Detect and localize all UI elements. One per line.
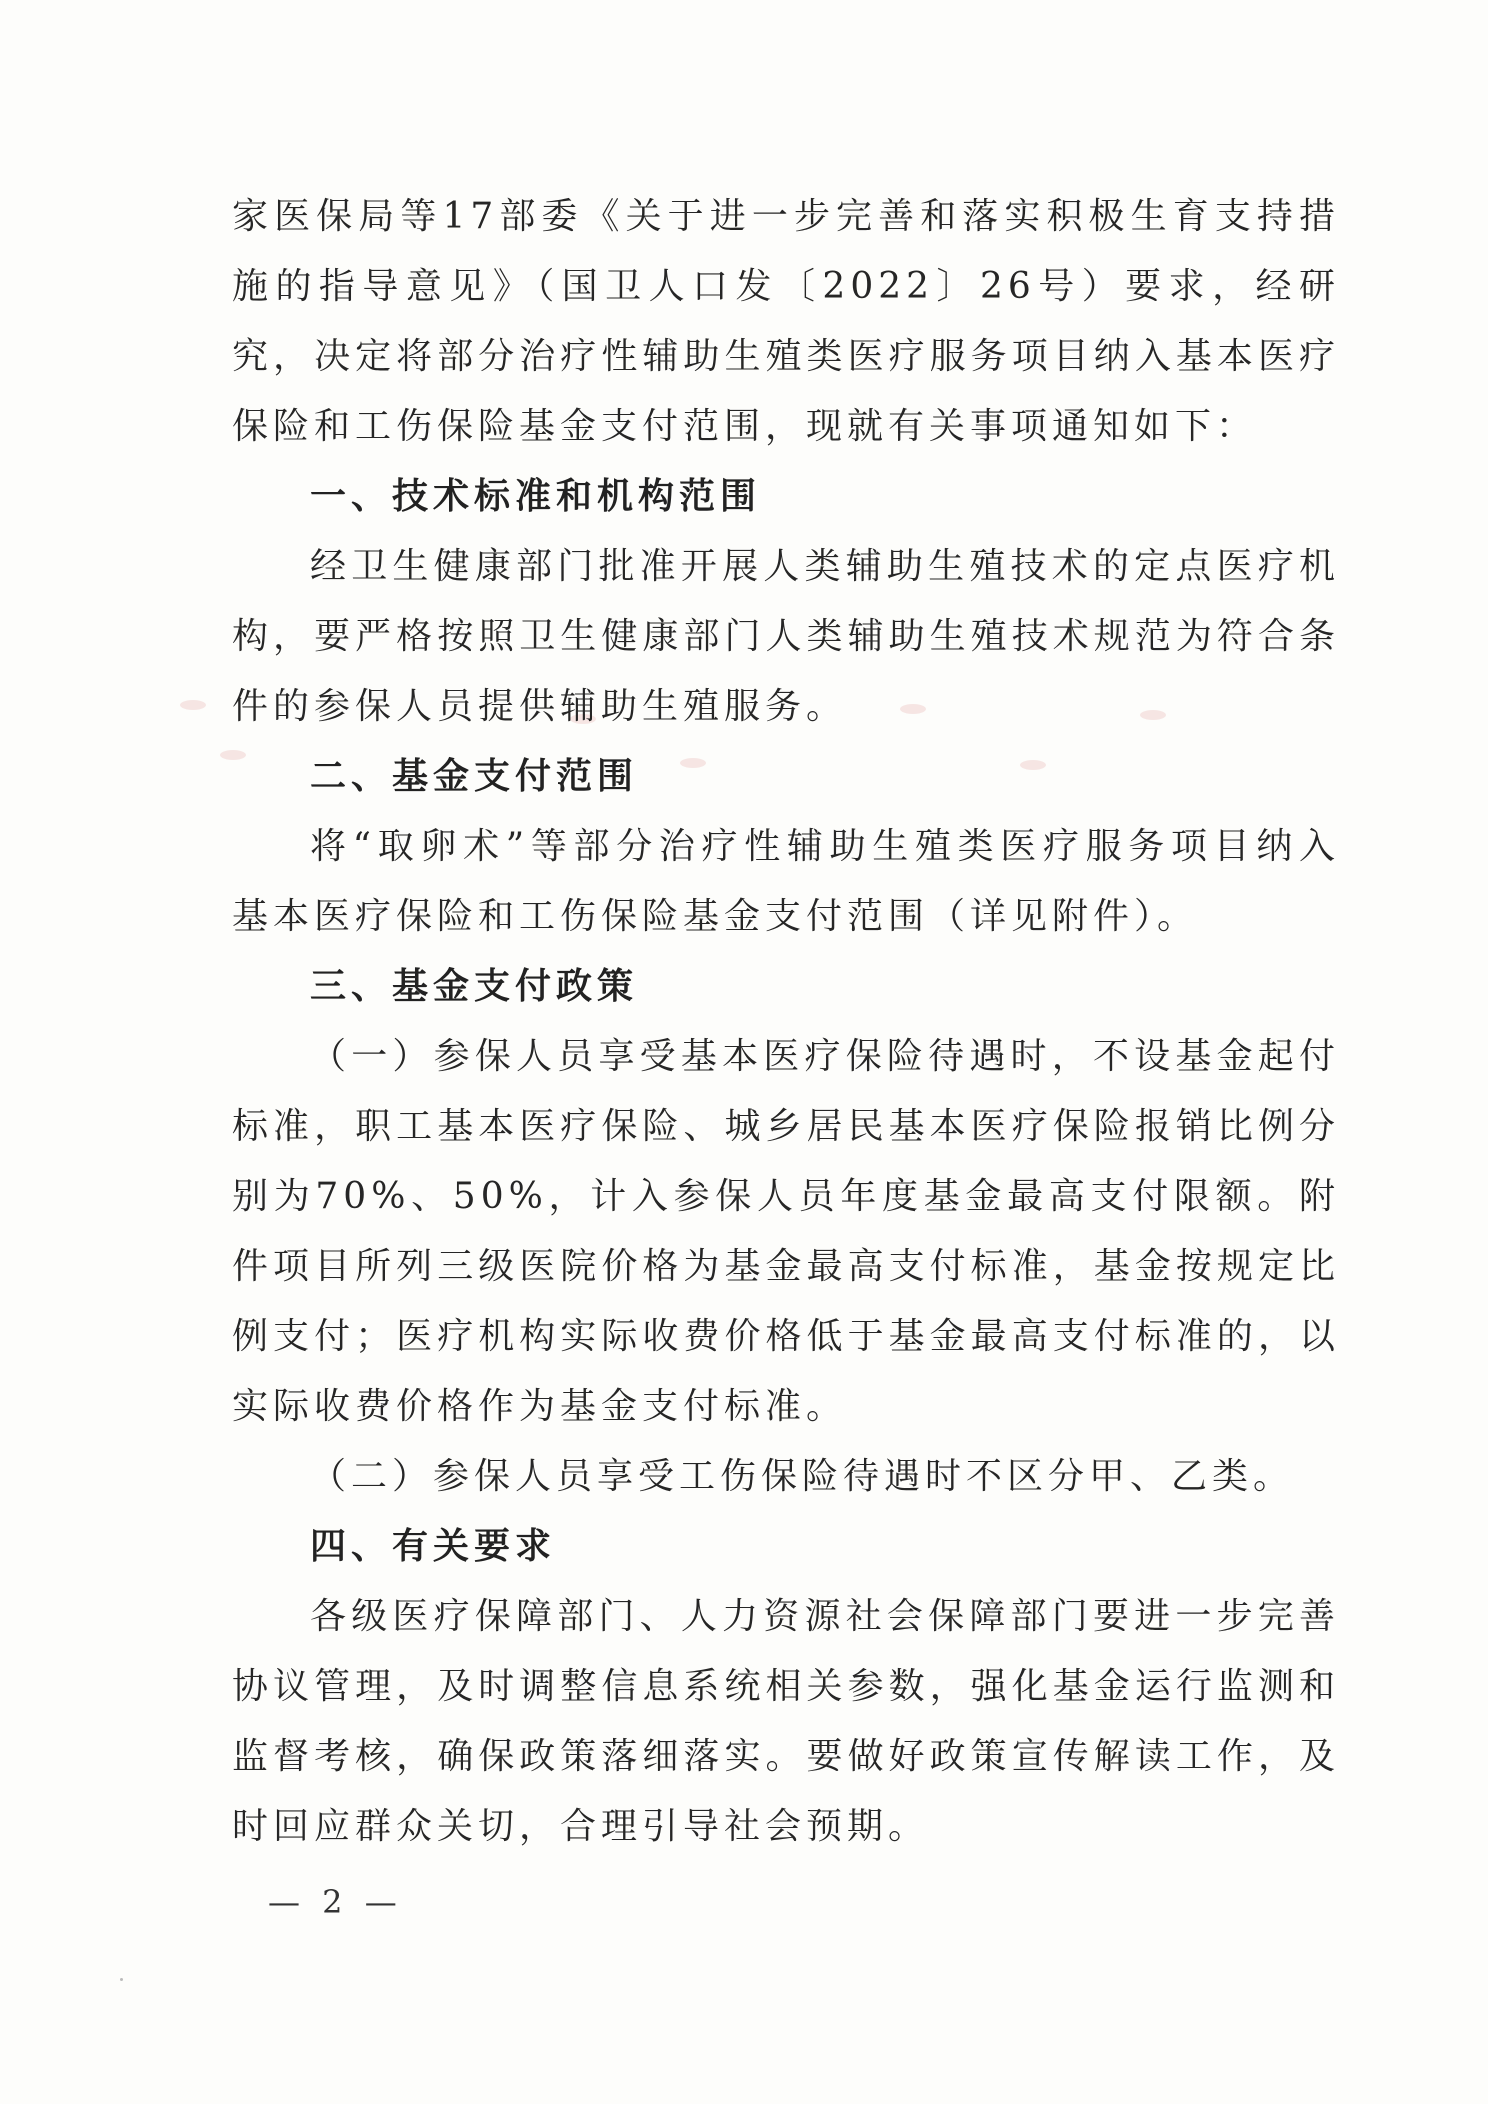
body-paragraph: 将“取卵术”等部分治疗性辅助生殖类医疗服务项目纳入基本医疗保险和工伤保险基金支付范围（详见附件）。 bbox=[232, 826, 1340, 937]
body-paragraph: 家医保局等17部委《关于进一步完善和落实积极生育支持措施的指导意见》（国卫人口发〔2022〕26号）要求，经研究，决定将部分治疗性辅助生殖类医疗服务项目纳入基本医疗保险和工伤保险基金支付范围，现就有关事项通知如下： bbox=[232, 196, 1340, 447]
page-number: — 2 — bbox=[268, 1883, 403, 1921]
scan-speck bbox=[120, 1978, 123, 1981]
body-paragraph: 经卫生健康部门批准开展人类辅助生殖技术的定点医疗机构，要严格按照卫生健康部门人类辅助生殖技术规范为符合条件的参保人员提供辅助生殖服务。 bbox=[232, 546, 1340, 727]
section-heading: 三、基金支付政策 bbox=[310, 966, 639, 1007]
section-heading: 一、技术标准和机构范围 bbox=[310, 476, 762, 517]
section-heading: 二、基金支付范围 bbox=[310, 756, 639, 797]
body-paragraph: （二）参保人员享受工伤保险待遇时不区分甲、乙类。 bbox=[310, 1456, 1295, 1497]
body-paragraph: 各级医疗保障部门、人力资源社会保障部门要进一步完善协议管理，及时调整信息系统相关参数，强化基金运行监测和监督考核，确保政策落细落实。要做好政策宣传解读工作，及时回应群众关切，合理引导社会预期。 bbox=[232, 1596, 1340, 1847]
section-heading: 四、有关要求 bbox=[310, 1526, 557, 1567]
body-paragraph: （一）参保人员享受基本医疗保险待遇时，不设基金起付标准，职工基本医疗保险、城乡居民基本医疗保险报销比例分别为70%、50%，计入参保人员年度基金最高支付限额。附件项目所列三级医院价格为基金最高支付标准，基金按规定比例支付；医疗机构实际收费价格低于基金最高支付标准的，以实际收费价格作为基金支付标准。 bbox=[232, 1036, 1340, 1427]
document-body bbox=[232, 182, 1340, 1862]
